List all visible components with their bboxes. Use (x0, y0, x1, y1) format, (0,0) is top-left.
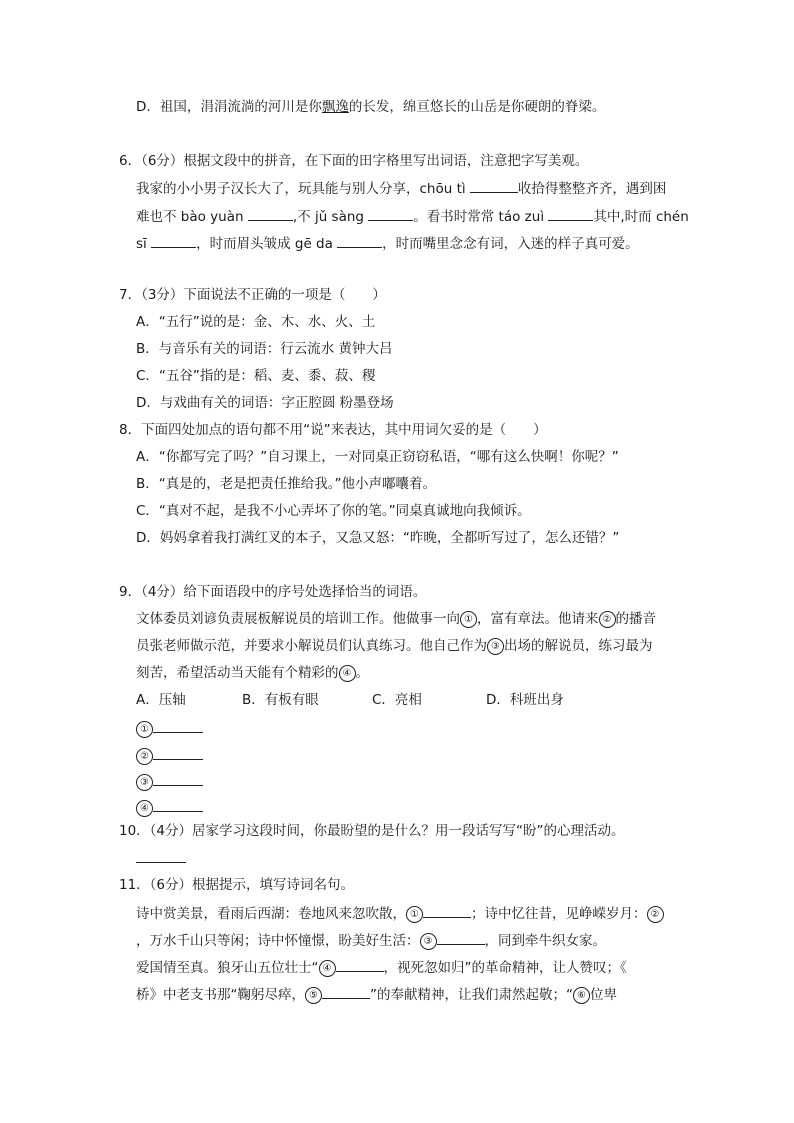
q9-answer-4 (136, 797, 203, 817)
q9-choice-d[interactable]: D．科班出身 (486, 692, 564, 708)
q9-answer-marker-2: ② (136, 748, 153, 765)
q6-blank-taozui[interactable] (548, 206, 593, 221)
q6-blank-baoyuan[interactable] (248, 206, 293, 221)
q6-l1-b: 收拾得整整齐齐，遇到困 (517, 181, 667, 197)
q11-marker-3: ③ (420, 933, 437, 950)
q6-l2-b: ,不 jǔ sàng (292, 209, 369, 225)
q11-l4-a: 桥》中老支书那“鞠躬尽瘁， (136, 987, 305, 1003)
q10-answer-blank[interactable] (136, 848, 186, 863)
q11-marker-6: ⑥ (573, 987, 590, 1004)
q11-blank-5[interactable] (322, 984, 370, 999)
q11-l4-c: 位卑 (590, 987, 617, 1003)
q9-marker-3: ③ (487, 638, 504, 655)
q11-marker-1: ① (406, 906, 423, 923)
q11-l2-a: ，万水千山只等闲；诗中怀憧憬，盼美好生活： (136, 933, 420, 949)
q9-passage-line-3 (136, 664, 369, 682)
q6-l2-a: 难也不 bào yuàn (136, 209, 248, 225)
q6-blank-chensi[interactable] (151, 233, 196, 248)
q6-l3-a: sī (136, 236, 152, 252)
q9-passage-line-2 (136, 637, 653, 655)
q6-l1-a: 我家的小小男子汉长大了，玩具能与别人分享，chōu tì (136, 181, 470, 197)
q6-line-1 (136, 178, 666, 198)
q9-choice-b[interactable]: B．有板有眼 (242, 692, 319, 708)
q9-answer-blank-2[interactable] (153, 745, 203, 760)
q5-option-d-post: 的长发，绵亘悠长的山岳是你硬朗的脊梁。 (348, 99, 606, 115)
q6-blank-jusang[interactable] (368, 206, 413, 221)
q11-line-4 (136, 984, 617, 1004)
q6-line-2 (136, 206, 689, 226)
q8-option-b[interactable]: B．“真是的，老是把责任推给我。”他小声嘟囔着。 (136, 476, 436, 492)
q9-choices (136, 691, 564, 709)
q9-p2-b: 出场的解说员，练习最为 (504, 638, 653, 654)
q6-stem: 6．（6分）根据文段中的拼音，在下面的田字格里写出词语，注意把字写美观。 (119, 153, 589, 169)
q11-blank-1[interactable] (423, 903, 471, 918)
q9-answer-marker-4: ④ (136, 800, 153, 817)
q10-answer-line (136, 848, 186, 868)
q11-line-3 (136, 957, 627, 977)
q5-option-d-pre: D．祖国，涓涓流淌的河川是你 (136, 99, 322, 115)
q5-option-d-mark: 飘逸 (321, 99, 349, 115)
q9-answer-1 (136, 718, 203, 738)
q9-choice-c[interactable]: C．亮相 (372, 692, 422, 708)
q11-marker-2: ② (647, 906, 664, 923)
q11-stem: 11．（6分）根据提示，填写诗词名句。 (119, 877, 355, 893)
q11-line-2 (136, 930, 606, 950)
q9-passage-line-1 (136, 610, 656, 628)
q11-marker-5: ⑤ (305, 987, 322, 1004)
q11-marker-4: ④ (319, 960, 336, 977)
q6-l2-d: 其中,时而 chén (593, 209, 689, 225)
q9-answer-2 (136, 745, 203, 765)
q9-answer-marker-3: ③ (136, 774, 153, 791)
q11-l2-b: ，同到牵牛织女家。 (484, 933, 606, 949)
q9-stem: 9．（4分）给下面语段中的序号处选择恰当的词语。 (119, 584, 427, 600)
q9-p3-b: 。 (355, 665, 369, 681)
q8-stem: 8．下面四处加点的语句都不用“说”来表达，其中用词欠妥的是（ ） (119, 422, 547, 438)
q8-option-c[interactable]: C．“真对不起，是我不小心弄坏了你的笔。”同桌真诚地向我倾诉。 (136, 503, 531, 519)
q11-line-1 (136, 903, 664, 923)
q9-answer-blank-3[interactable] (153, 771, 203, 786)
q11-l3-b: ，视死忽如归”的革命精神，让人赞叹；《 (383, 960, 627, 976)
q9-answer-3 (136, 771, 203, 791)
q9-marker-4: ④ (339, 665, 356, 682)
q6-blank-geda[interactable] (337, 233, 382, 248)
q6-l2-c: 。看书时常常 táo zuì (413, 209, 549, 225)
q6-l3-b: ，时而眉头皱成 gē da (196, 236, 338, 252)
q9-p1-b: ，富有章法。他请来 (477, 611, 599, 627)
q9-answer-marker-1: ① (136, 721, 153, 738)
q7-option-c[interactable]: C．“五谷”指的是：稻、麦、黍、菽、稷 (136, 368, 376, 384)
q5-option-d (136, 98, 605, 116)
q8-option-a[interactable]: A．“你都写完了吗？”自习课上，一对同桌正窃窃私语，“哪有这么快啊！你呢？” (136, 449, 619, 465)
q9-answer-blank-4[interactable] (153, 797, 203, 812)
q7-stem: 7．（3分）下面说法不正确的一项是（ ） (119, 287, 386, 303)
q9-answer-blank-1[interactable] (153, 718, 203, 733)
q11-l4-b: ”的奉献精神，让我们肃然起敬；“ (370, 987, 573, 1003)
q11-l1-a: 诗中赏美景，看雨后西湖：卷地风来忽吹散， (136, 906, 406, 922)
q9-marker-1: ① (460, 611, 477, 628)
q11-l3-a: 爱国情至真。狼牙山五位壮士“ (136, 960, 319, 976)
q7-option-b[interactable]: B．与音乐有关的词语：行云流水 黄钟大吕 (136, 341, 393, 357)
q9-p1-c: 的播音 (615, 611, 656, 627)
q6-l3-c: ，时而嘴里念念有词，入迷的样子真可爱。 (382, 236, 639, 252)
q11-l1-b: ；诗中忆往昔，见峥嵘岁月： (471, 906, 647, 922)
q7-option-a[interactable]: A．“五行”说的是：金、木、水、火、土 (136, 314, 376, 330)
q6-line-3 (136, 233, 639, 253)
q7-option-d[interactable]: D．与戏曲有关的词语：字正腔圆 粉墨登场 (136, 395, 394, 411)
q8-option-d[interactable]: D．妈妈拿着我打满红叉的本子，又急又怒：“昨晚，全都听写过了，怎么还错？” (136, 530, 620, 546)
q6-blank-choutì[interactable] (470, 178, 518, 193)
q9-choice-a[interactable]: A．压轴 (136, 692, 186, 708)
q9-p2-a: 员张老师做示范，并要求小解说员们认真练习。他自己作为 (136, 638, 487, 654)
q9-p1-a: 文体委员刘谚负责展板解说员的培训工作。他做事一向 (136, 611, 460, 627)
q11-blank-4[interactable] (336, 957, 384, 972)
q11-blank-3[interactable] (437, 930, 485, 945)
q9-p3-a: 刻苦，希望活动当天能有个精彩的 (136, 665, 339, 681)
q10-stem: 10．（4分）居家学习这段时间，你最盼望的是什么？用一段话写写“盼”的心理活动。 (119, 823, 625, 839)
q9-marker-2: ② (599, 611, 616, 628)
